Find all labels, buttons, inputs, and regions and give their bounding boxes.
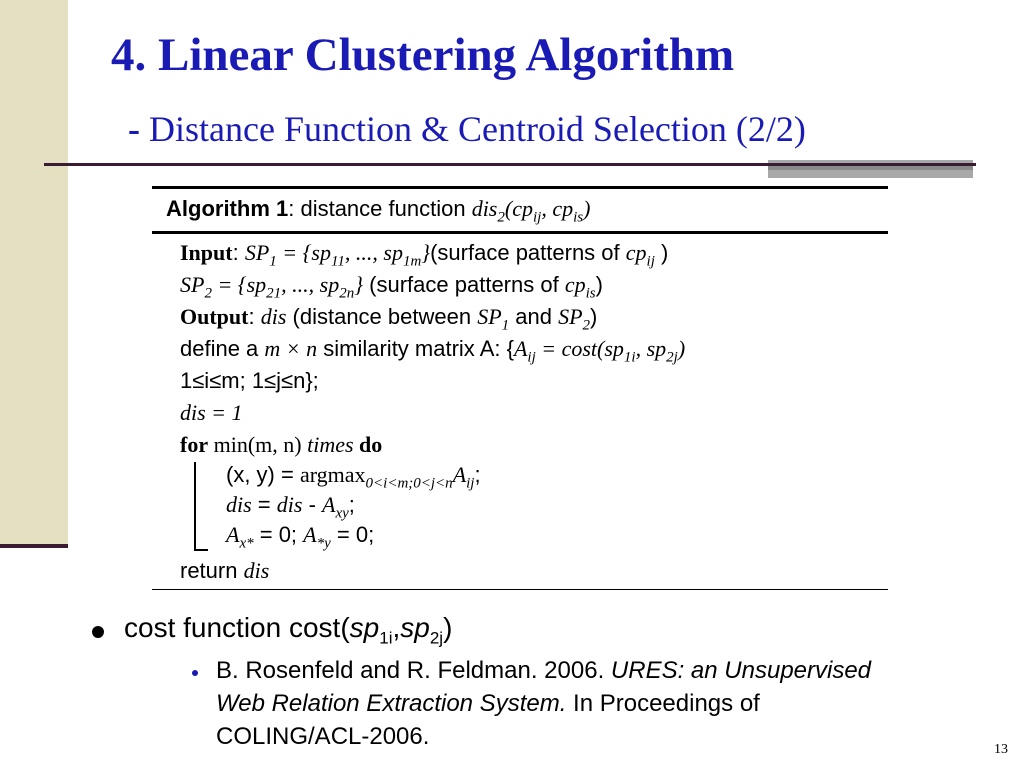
sp2-dots: , ..., sp [281,272,340,297]
update-minus: - [302,492,323,517]
output-desc: (distance between [286,304,478,329]
update-lhs: dis [226,492,252,517]
subtitle-text: Distance Function & Centroid Selection (2/2) [149,109,806,149]
algorithm-mid-rule [152,231,888,234]
define-close: ) [677,336,686,361]
zero-a1-sub: x* [239,535,254,552]
sp2-desc-end: ) [595,272,603,297]
output-colon: : [248,304,261,329]
update-rhs: dis [276,492,303,517]
define-dims: m × n [264,336,318,361]
update-a: A [322,492,336,517]
for-keyword: for [180,432,209,457]
cost-comma: , [392,612,401,643]
input-desc: (surface patterns of [430,240,626,265]
algo-input-line [180,240,668,270]
output-end: ) [590,304,598,329]
subtitle-dash: - [128,109,140,149]
algorithm-header [166,196,590,226]
sp2-desc-var: cp [564,272,586,297]
sp2-sub1: 21 [266,285,282,302]
algo-sp2-line [180,272,603,302]
fn-args: (cp [504,196,533,221]
input-eq: = {sp [276,240,331,265]
sp2-set-sub: 2 [204,285,212,302]
algo-zero-line [226,522,374,552]
cost-sub2: 2j [429,628,444,648]
define-comma: , sp [635,336,667,361]
output-sp1-sub: 1 [501,317,510,334]
for-times: times [307,432,354,457]
for-do: do [353,432,383,457]
page-number: 13 [994,742,1008,757]
output-sp1: SP [477,304,502,329]
algo-range-line: 1≤i≤m; 1≤j≤n}; [180,368,319,393]
algo-define-line [180,336,685,366]
algorithm-top-rule [152,186,888,189]
define-eq: = cost(sp [535,336,624,361]
input-desc-var: cp [625,240,647,265]
algo-init-line: dis = 1 [180,400,243,425]
sub-bullet-dot-icon [192,670,198,676]
bullet-dot-icon [92,626,104,638]
zero-a1: A [226,522,240,547]
sp2-close: } [354,272,364,297]
output-sp2-sub: 2 [582,317,591,334]
loop-bracket-foot [194,549,208,551]
reference-venue: In Proceedings of COLING/ACL-2006. [216,690,760,750]
input-sub1: 11 [331,253,345,270]
define-sub1: 1i [623,349,636,366]
define-a: A [513,336,528,361]
cost-var2: sp [400,612,430,643]
input-desc-sub: ij [646,253,655,270]
argmax-end: ; [474,462,481,487]
input-set-sub: 1 [269,253,277,270]
argmax-sub: 0<i<m;0<j<n [365,475,453,492]
sp2-eq: = {sp [211,272,267,297]
algo-argmax-line [226,462,481,492]
sidebar-panel [0,0,68,548]
algorithm-fn [471,196,591,226]
reference-text [216,654,896,753]
input-sub2: 1m [402,253,422,270]
slide-title: 4. Linear Clustering Algorithm [111,29,735,81]
define-a-sub: ij [527,349,536,366]
algorithm-header-text: : distance function [288,196,472,221]
zero-a2-sub: *y [316,535,331,552]
fn-args-sub2: is [573,209,584,226]
argmax-a: A [452,462,467,487]
slide-subtitle [128,108,806,150]
algo-return-line [180,558,269,584]
update-a-sub: xy [335,505,349,522]
sp2-desc-sub: is [585,285,596,302]
update-end: ; [348,492,355,517]
algo-update-line [226,492,355,522]
cost-end: ) [443,612,453,643]
input-close: } [421,240,431,265]
fn-sub: 2 [497,209,505,226]
for-expr: min(m, n) [208,432,308,457]
zero-a2: A [303,522,317,547]
reference-authors: B. Rosenfeld and R. Feldman. 2006. [216,657,611,684]
zero-mid: = 0; [253,522,304,547]
define-text: define a [180,336,265,361]
cost-sub1: 1i [379,628,393,648]
algo-for-line [180,432,382,458]
title-rule [44,163,976,166]
return-keyword: return [180,558,244,583]
output-and: and [509,304,559,329]
input-dots: , ..., sp [344,240,403,265]
input-set: SP [244,240,270,265]
sidebar-rule [0,544,68,548]
algorithm-label: Algorithm 1 [166,196,289,221]
sp2-sub2: 2n [339,285,355,302]
zero-end: = 0; [330,522,375,547]
argmax-lhs: (x, y) = [226,462,300,487]
loop-bracket [194,462,196,550]
fn-name: dis [471,196,498,221]
return-var: dis [243,558,270,583]
output-label: Output [180,304,249,329]
bullet-cost-text [124,612,452,649]
argmax-fn: argmax [299,462,366,487]
output-var: dis [260,304,287,329]
fn-args-sub1: ij [532,209,542,226]
update-mid: = [251,492,277,517]
sp2-set: SP [180,272,205,297]
define-sub2: 2j [666,349,678,366]
cost-var1: sp [349,612,380,643]
reference-title: URES: an Unsupervised Web Relation Extraction System. [216,657,872,717]
cost-text: cost function cost( [124,612,350,643]
algorithm-bottom-rule [152,589,888,590]
algorithm-box [152,186,888,592]
accent-bar-inner [768,166,973,170]
input-label: Input [180,240,233,265]
input-desc-end: ) [654,240,669,265]
input-colon: : [232,240,245,265]
argmax-a-sub: ij [466,475,475,492]
algo-output-line [180,304,597,334]
sp2-desc: (surface patterns of [363,272,565,297]
fn-args-mid: , cp [541,196,574,221]
fn-args-end: ) [583,196,591,221]
output-sp2: SP [558,304,583,329]
define-rest: similarity matrix A: { [317,336,514,361]
